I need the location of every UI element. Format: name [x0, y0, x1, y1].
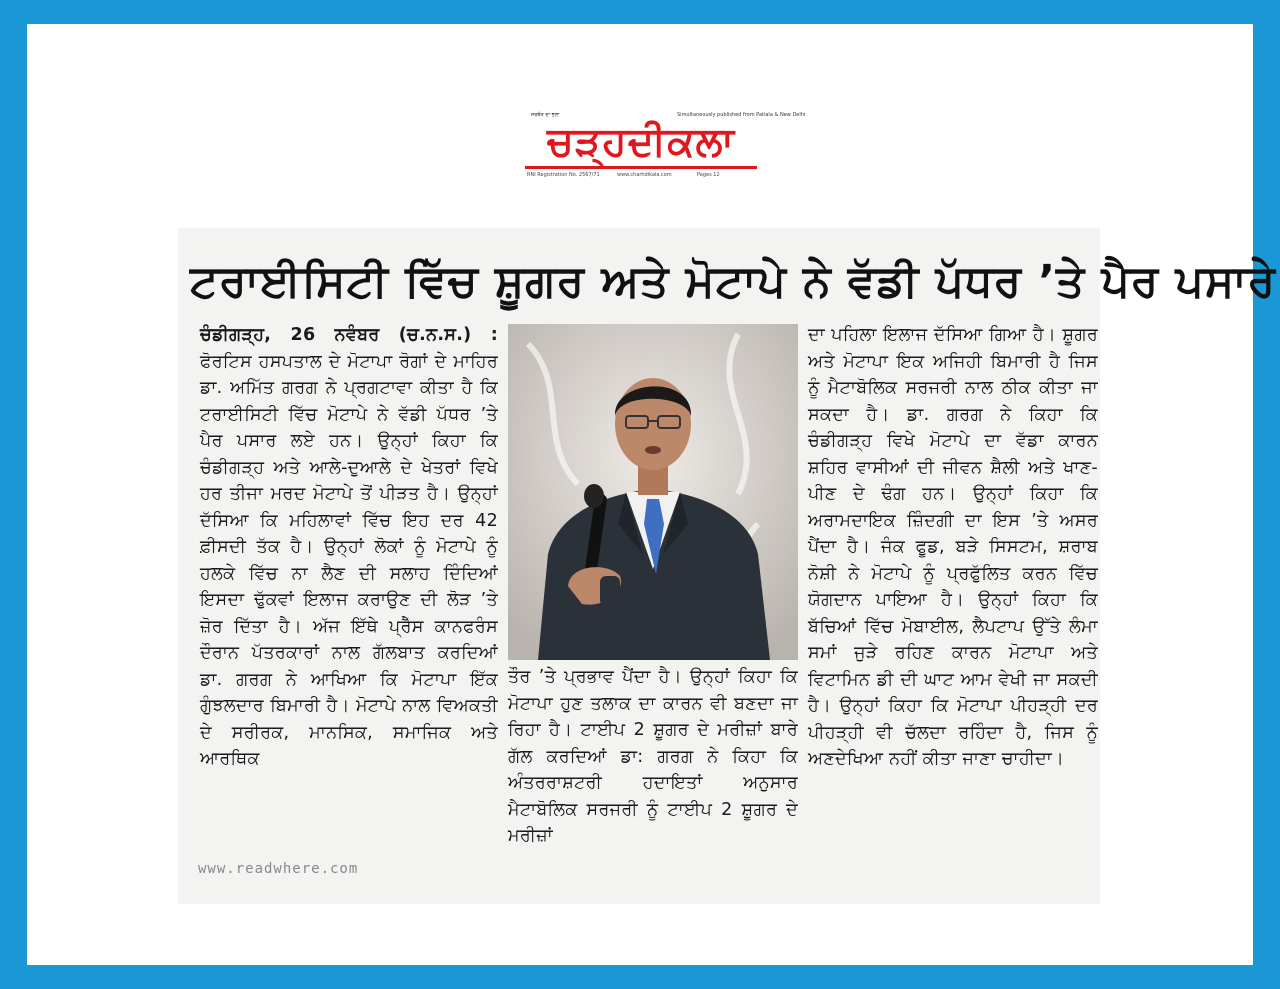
newspaper-masthead: [497, 108, 806, 192]
article-text-2: ਤੌਰ ’ਤੇ ਪ੍ਰਭਾਵ ਪੈਂਦਾ ਹੈ। ਉਨ੍ਹਾਂ ਕਿਹਾ ਕਿ ਮੋਟਾਪਾ ਹੁਣ ਤਲਾਕ ਦਾ ਕਾਰਨ ਵੀ ਬਣਦਾ ਜਾ ਰਿਹਾ ਹੈ। ਟਾਈਪ 2 ਸ਼ੂਗਰ ਦੇ ਮਰੀਜ਼ਾਂ ਬਾਰੇ ਗੱਲ ਕਰਦਿਆਂ ਡਾ: ਗਰਗ ਨੇ ਕਿਹਾ ਕਿ ਅੰਤਰਰਾਸ਼ਟਰੀ ਹਦਾਇਤਾਂ ਅਨੁਸਾਰ ਮੈਟਾਬੋਲਿਕ ਸਰਜਰੀ ਨੂੰ ਟਾਈਪ 2 ਸ਼ੂਗਰ ਦੇ ਮਰੀਜ਼ਾਂ: [508, 667, 798, 846]
masthead-pages: Pages 12: [697, 172, 720, 178]
article-column-1: [200, 322, 498, 888]
watermark: www.readwhere.com: [198, 861, 359, 877]
news-clipping: [178, 228, 1277, 904]
article-column-2: [508, 664, 798, 896]
speaker-photo: [508, 324, 798, 660]
masthead-edition-note: Simultaneously published from Patiala & New Delhi: [677, 112, 806, 118]
masthead-tagline: ਸਰਬੱਤ ਦਾ ਭਲਾ: [531, 112, 560, 118]
article-headline: ਟਰਾਈਸਿਟੀ ਵਿੱਚ ਸ਼ੂਗਰ ਅਤੇ ਮੋਟਾਪੇ ਨੇ ਵੱਡੀ ਪੱਧਰ ’ਤੇ ਪੈਰ ਪਸਾਰੇ: [190, 256, 1277, 307]
article-text-1: ਫੋਰਟਿਸ ਹਸਪਤਾਲ ਦੇ ਮੋਟਾਪਾ ਰੋਗਾਂ ਦੇ ਮਾਹਿਰ ਡਾ. ਅਮਿੱਤ ਗਰਗ ਨੇ ਪ੍ਰਗਟਾਵਾ ਕੀਤਾ ਹੈ ਕਿ ਟਰਾਈਸਿਟੀ ਵਿੱਚ ਮੋਟਾਪੇ ਨੇ ਵੱਡੀ ਪੱਧਰ ’ਤੇ ਪੈਰ ਪਸਾਰ ਲਏ ਹਨ। ਉਨ੍ਹਾਂ ਕਿਹਾ ਕਿ ਚੰਡੀਗੜ੍ਹ ਅਤੇ ਆਲੇ-ਦੁਆਲੇ ਦੇ ਖੇਤਰਾਂ ਵਿਖੇ ਹਰ ਤੀਜਾ ਮਰਦ ਮੋਟਾਪੇ ਤੋਂ ਪੀੜਤ ਹੈ। ਉਨ੍ਹਾਂ ਦੱਸਿਆ ਕਿ ਮਹਿਲਾਵਾਂ ਵਿੱਚ ਇਹ ਦਰ 42 ਫ਼ੀਸਦੀ ਤੱਕ ਹੈ। ਉਨ੍ਹਾਂ ਲੋਕਾਂ ਨੂੰ ਮੋਟਾਪੇ ਨੂੰ ਹਲਕੇ ਵਿੱਚ ਨਾ ਲੈਣ ਦੀ ਸਲਾਹ ਦਿੰਦਿਆਂ ਇਸਦਾ ਢੁੱਕਵਾਂ ਇਲਾਜ ਕਰਾਉਣ ਦੀ ਲੋੜ ’ਤੇ ਜ਼ੋਰ ਦਿੱਤਾ ਹੈ। ਅੱਜ ਇੱਥੇ ਪ੍ਰੈੱਸ ਕਾਨਫਰੰਸ ਦੌਰਾਨ ਪੱਤਰਕਾਰਾਂ ਨਾਲ ਗੱਲਬਾਤ ਕਰਦਿਆਂ ਡਾ. ਗਰਗ ਨੇ ਆਖਿਆ ਕਿ ਮੋਟਾਪਾ ਇੱਕ ਗੁੰਝਲਦਾਰ ਬਿਮਾਰੀ ਹੈ। ਮੋਟਾਪੇ ਨਾਲ ਵਿਅਕਤੀ ਦੇ ਸਰੀਰਕ, ਮਾਨਸਿਕ, ਸਮਾਜਿਕ ਅਤੇ ਆਰਥਿਕ: [200, 351, 498, 769]
article-text-3: ਦਾ ਪਹਿਲਾ ਇਲਾਜ ਦੱਸਿਆ ਗਿਆ ਹੈ। ਸ਼ੂਗਰ ਅਤੇ ਮੋਟਾਪਾ ਇਕ ਅਜਿਹੀ ਬਿਮਾਰੀ ਹੈ ਜਿਸ ਨੂੰ ਮੈਟਾਬੋਲਿਕ ਸਰਜਰੀ ਨਾਲ ਠੀਕ ਕੀਤਾ ਜਾ ਸਕਦਾ ਹੈ। ਡਾ. ਗਰਗ ਨੇ ਕਿਹਾ ਕਿ ਚੰਡੀਗੜ੍ਹ ਵਿਖੇ ਮੋਟਾਪੇ ਦਾ ਵੱਡਾ ਕਾਰਨ ਸ਼ਹਿਰ ਵਾਸੀਆਂ ਦੀ ਜੀਵਨ ਸ਼ੈਲੀ ਅਤੇ ਖਾਣ-ਪੀਣ ਦੇ ਢੰਗ ਹਨ। ਉਨ੍ਹਾਂ ਕਿਹਾ ਕਿ ਅਰਾਮਦਾਇਕ ਜ਼ਿੰਦਗੀ ਦਾ ਇਸ ’ਤੇ ਅਸਰ ਪੈਂਦਾ ਹੈ। ਜੰਕ ਫੂਡ, ਬੜੇ ਸਿਸਟਮ, ਸ਼ਰਾਬ ਨੋਸ਼ੀ ਨੇ ਮੋਟਾਪੇ ਨੂੰ ਪ੍ਰਫੁੱਲਿਤ ਕਰਨ ਵਿੱਚ ਯੋਗਦਾਨ ਪਾਇਆ ਹੈ। ਉਨ੍ਹਾਂ ਕਿਹਾ ਕਿ ਬੱਚਿਆਂ ਵਿੱਚ ਮੋਬਾਈਲ, ਲੈਪਟਾਪ ਉੱਤੇ ਲੰਮਾ ਸਮਾਂ ਜੁੜੇ ਰਹਿਣ ਕਾਰਨ ਮੋਟਾਪਾ ਅਤੇ ਵਿਟਾਮਿਨ ਡੀ ਦੀ ਘਾਟ ਆਮ ਵੇਖੀ ਜਾ ਸਕਦੀ ਹੈ। ਉਨ੍ਹਾਂ ਕਿਹਾ ਕਿ ਮੋਟਾਪਾ ਪੀਹੜ੍ਹੀ ਦਰ ਪੀਹੜ੍ਹੀ ਵੀ ਚੱਲਦਾ ਰਹਿੰਦਾ ਹੈ, ਜਿਸ ਨੂੰ ਅਣਦੇਖਿਆ ਨਹੀਂ ਕੀਤਾ ਜਾਣਾ ਚਾਹੀਦਾ।: [808, 325, 1098, 769]
article-dateline: ਚੰਡੀਗੜ੍ਹ, 26 ਨਵੰਬਰ (ਚ.ਨ.ਸ.) :: [200, 325, 498, 345]
masthead-registration: RNI Registration No. 2567/71: [527, 172, 600, 178]
masthead-website: www.charhdikala.com: [617, 172, 672, 178]
masthead-rule: [525, 166, 757, 169]
newspaper-logo: ਚੜ੍ਹਦੀਕਲਾ: [547, 119, 735, 165]
article-column-3: [808, 322, 1098, 888]
